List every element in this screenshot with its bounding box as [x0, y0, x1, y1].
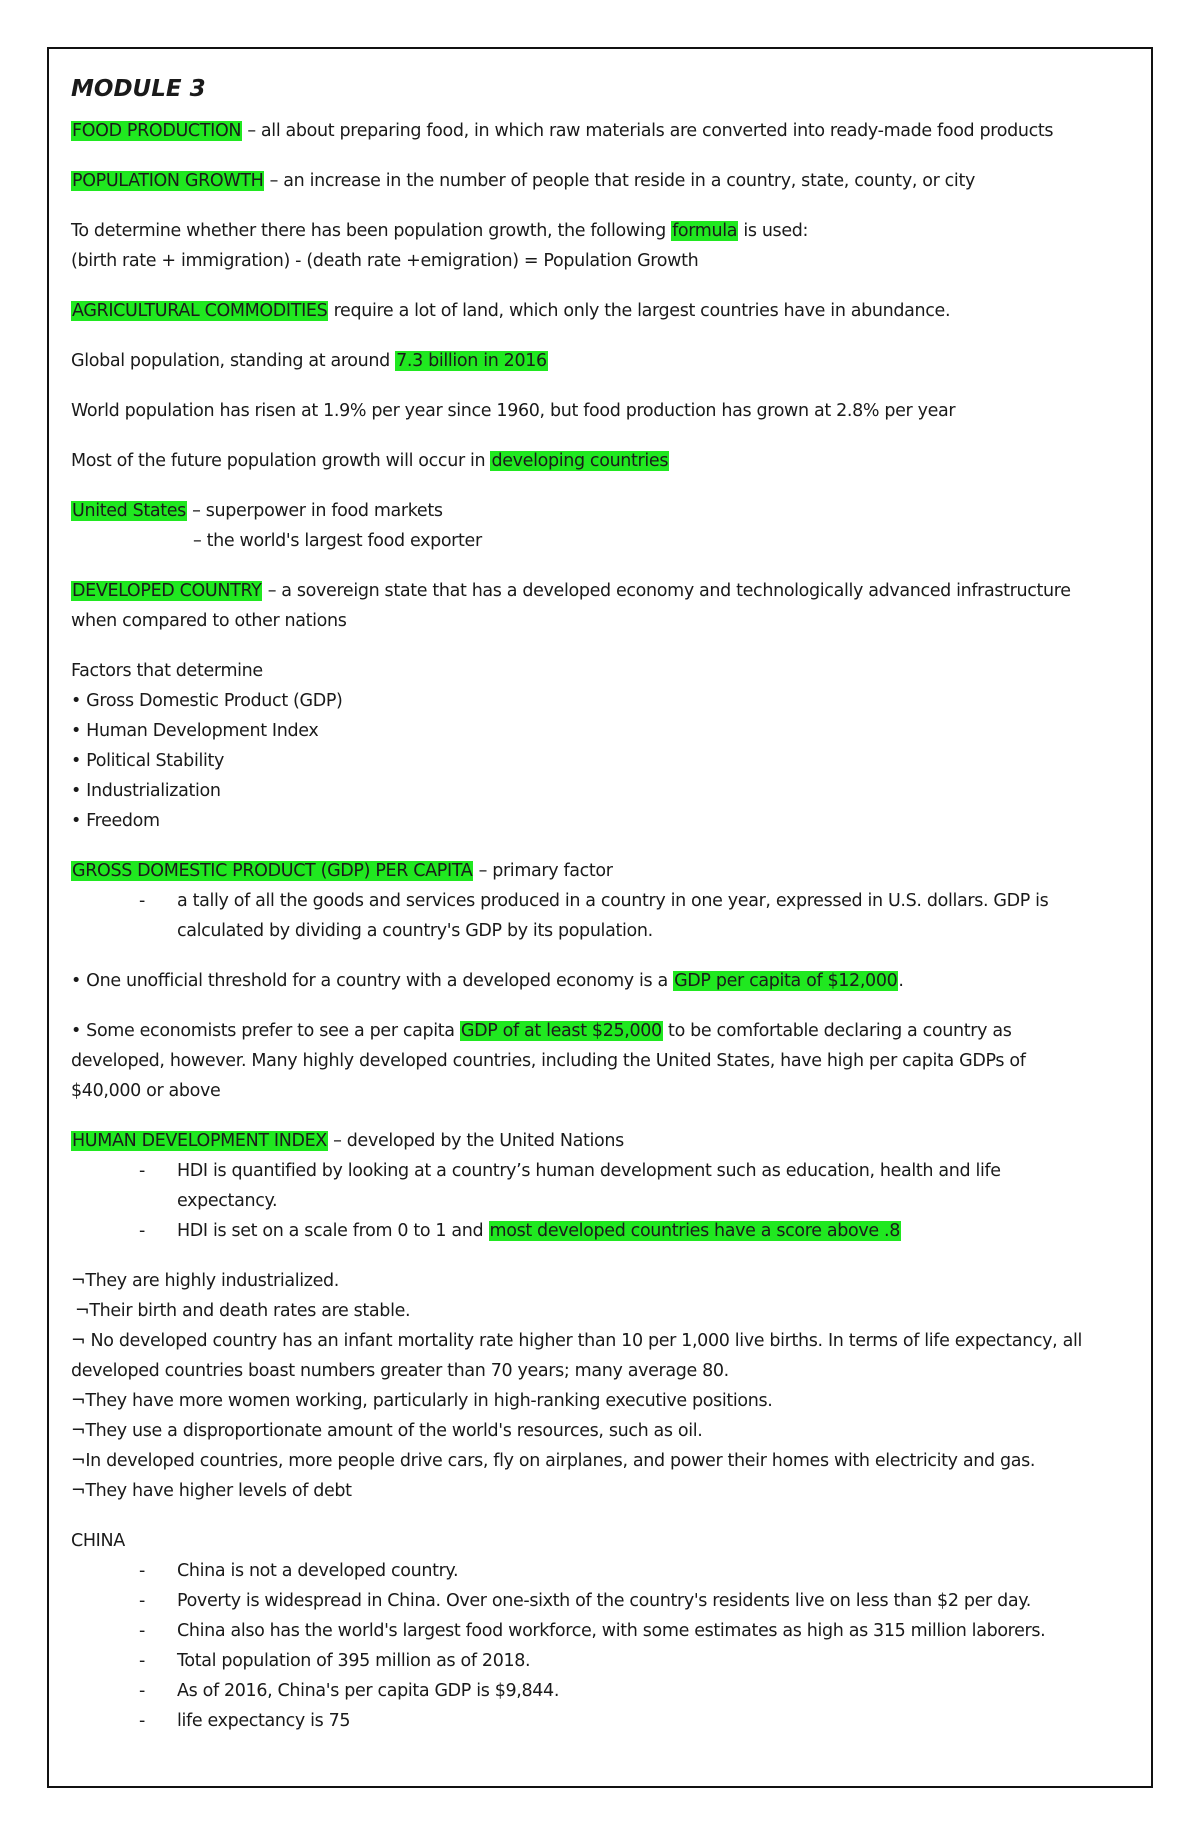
developed-country-def-1: – a sovereign state that has a developed economy and technologically advanced infrastructure — [262, 581, 1071, 601]
list-item: - a tally of all the goods and services produced in a country in one year, expressed in U.S. dollars. GDP is calculated by dividing a country's GDP by its population. — [71, 886, 1131, 946]
formula-equation: (birth rate + immigration) - (death rate +emigration) = Population Growth — [71, 251, 699, 271]
united-states-paragraph — [71, 496, 1131, 556]
china-section — [71, 1526, 1131, 1736]
united-states-desc-1: – superpower in food markets — [186, 501, 443, 521]
list-item: - HDI is quantified by looking at a country’s human development such as education, health and life expectancy. — [71, 1156, 1131, 1216]
china-item-text: Poverty is widespread in China. Over one-sixth of the country's residents live on less than $2 per day. — [177, 1591, 1031, 1611]
formula-intro-end: is used: — [738, 221, 809, 241]
population-growth-definition: – an increase in the number of people that reside in a country, state, county, or city — [264, 171, 975, 191]
agricultural-commodities-term: AGRICULTURAL COMMODITIES — [72, 301, 328, 321]
list-item: - As of 2016, China's per capita GDP is $9,844. — [139, 1681, 560, 1701]
gdp-definition-line-2: calculated by dividing a country's GDP by its population. — [177, 921, 653, 941]
trait-line: developed countries boast numbers greater than 70 years; many average 80. — [71, 1361, 729, 1381]
future-growth-text: Most of the future population growth will occur in — [71, 451, 491, 471]
gdp-threshold-highlight: GDP per capita of $12,000 — [674, 971, 898, 991]
formula-intro — [71, 216, 1131, 246]
developed-country-def-2: when compared to other nations — [71, 611, 347, 631]
gdp-economists-paragraph — [71, 1016, 1131, 1106]
hdi-term: HUMAN DEVELOPMENT INDEX — [72, 1131, 327, 1151]
future-growth-paragraph — [71, 446, 1131, 476]
list-item: - China also has the world's largest food workforce, with some estimates as high as 315 million laborers. — [139, 1621, 1046, 1641]
china-item-text: Total population of 395 million as of 2018. — [177, 1651, 531, 1671]
developed-country-paragraph — [71, 576, 1131, 636]
agricultural-commodities-paragraph — [71, 296, 1131, 326]
list-item: - China is not a developed country. — [139, 1561, 459, 1581]
factors-heading: Factors that determine — [71, 661, 263, 681]
list-item: - HDI is set on a scale from 0 to 1 and most developed countries have a score above .8 — [139, 1221, 900, 1241]
factor-item: • Human Development Index — [71, 721, 319, 741]
agricultural-commodities-text: require a lot of land, which only the largest countries have in abundance. — [328, 301, 951, 321]
gdp-threshold-paragraph — [71, 966, 1131, 996]
hdi-item-1-line-2: expectancy. — [177, 1191, 278, 1211]
global-population-highlight: 7.3 billion in 2016 — [396, 351, 547, 371]
trait-line: ¬They have higher levels of debt — [71, 1481, 352, 1501]
global-population-text: Global population, standing at around — [71, 351, 396, 371]
gdp-threshold-end: . — [898, 971, 904, 991]
document-body — [71, 72, 1131, 1756]
formula-intro-text: To determine whether there has been population growth, the following — [71, 221, 672, 241]
factor-item: • Industrialization — [71, 781, 221, 801]
population-growth-paragraph — [71, 166, 1131, 196]
gdp-economists-line-2: developed, however. Many highly developed countries, including the United States, have high per capita GDPs of — [71, 1051, 1026, 1071]
list-item: - Poverty is widespread in China. Over one-sixth of the country's residents live on less than $2 per day. — [139, 1591, 1031, 1611]
trait-line: ¬They use a disproportionate amount of the world's resources, such as oil. — [71, 1421, 703, 1441]
developed-traits-list — [71, 1266, 1131, 1506]
gdp-economists-line-3: $40,000 or above — [71, 1081, 221, 1101]
page-title: MODULE 3 — [71, 76, 206, 102]
china-item-text: life expectancy is 75 — [177, 1711, 351, 1731]
united-states-term: United States — [72, 501, 186, 521]
formula-highlight: formula — [672, 221, 738, 241]
food-production-term: FOOD PRODUCTION — [72, 121, 242, 141]
gdp-heading-rest: – primary factor — [473, 861, 613, 881]
future-growth-highlight: developing countries — [491, 451, 669, 471]
gdp-economists-highlight: GDP of at least $25,000 — [460, 1021, 662, 1041]
gdp-threshold-text: • One unofficial threshold for a country with a developed economy is a — [71, 971, 674, 991]
gdp-economists-line-1 — [71, 1016, 1131, 1046]
china-item-text: As of 2016, China's per capita GDP is $9,844. — [177, 1681, 560, 1701]
factor-item: • Political Stability — [71, 751, 224, 771]
trait-line: ¬ No developed country has an infant mortality rate higher than 10 per 1,000 live births. In terms of life expectancy, all — [71, 1331, 1083, 1351]
gdp-term: GROSS DOMESTIC PRODUCT (GDP) PER CAPITA — [72, 861, 473, 881]
hdi-section — [71, 1126, 1131, 1246]
hdi-item-2-highlight: most developed countries have a score above .8 — [489, 1221, 900, 1241]
developed-country-line-1 — [71, 576, 1131, 606]
list-item: - life expectancy is 75 — [139, 1711, 351, 1731]
gdp-economists-text: • Some economists prefer to see a per capita — [71, 1021, 460, 1041]
population-growth-term: POPULATION GROWTH — [72, 171, 264, 191]
hdi-item-2-text: HDI is set on a scale from 0 to 1 and — [177, 1221, 489, 1241]
trait-line: ¬Their birth and death rates are stable. — [75, 1301, 411, 1321]
factor-item: • Gross Domestic Product (GDP) — [71, 691, 343, 711]
china-dash-list — [71, 1556, 1131, 1736]
trait-line: ¬In developed countries, more people drive cars, fly on airplanes, and power their homes with electricity and gas. — [71, 1451, 1036, 1471]
hdi-dash-list — [71, 1156, 1131, 1246]
food-production-paragraph — [71, 116, 1131, 146]
gdp-section — [71, 856, 1131, 946]
china-item-text: China is not a developed country. — [177, 1561, 459, 1581]
united-states-desc-2: – the world's largest food exporter — [193, 531, 482, 551]
gdp-definition-line-1: a tally of all the goods and services produced in a country in one year, expressed in U.S. dollars. GDP is — [177, 891, 1049, 911]
formula-paragraph — [71, 216, 1131, 276]
hdi-heading-line — [71, 1126, 1131, 1156]
developed-country-term: DEVELOPED COUNTRY — [72, 581, 262, 601]
gdp-heading-line — [71, 856, 1131, 886]
china-item-text: China also has the world's largest food workforce, with some estimates as high as 315 million laborers. — [177, 1621, 1046, 1641]
united-states-line-1 — [71, 496, 1131, 526]
factor-item: • Freedom — [71, 811, 160, 831]
gdp-economists-text-end: to be comfortable declaring a country as — [662, 1021, 1012, 1041]
gdp-dash-list — [71, 886, 1131, 946]
list-item: - Total population of 395 million as of 2018. — [139, 1651, 531, 1671]
hdi-heading-rest: – developed by the United Nations — [327, 1131, 624, 1151]
global-population-paragraph — [71, 346, 1131, 376]
factors-list — [71, 656, 1131, 836]
hdi-item-1-line-1: HDI is quantified by looking at a country’s human development such as education, health and life — [177, 1161, 1001, 1181]
food-production-definition: – all about preparing food, in which raw materials are converted into ready-made food products — [242, 121, 1054, 141]
trait-line: ¬They have more women working, particularly in high-ranking executive positions. — [71, 1391, 773, 1411]
world-population-paragraph: World population has risen at 1.9% per year since 1960, but food production has grown at 2.8% per year — [71, 401, 956, 421]
china-heading: CHINA — [71, 1531, 125, 1551]
trait-line: ¬They are highly industrialized. — [71, 1271, 339, 1291]
